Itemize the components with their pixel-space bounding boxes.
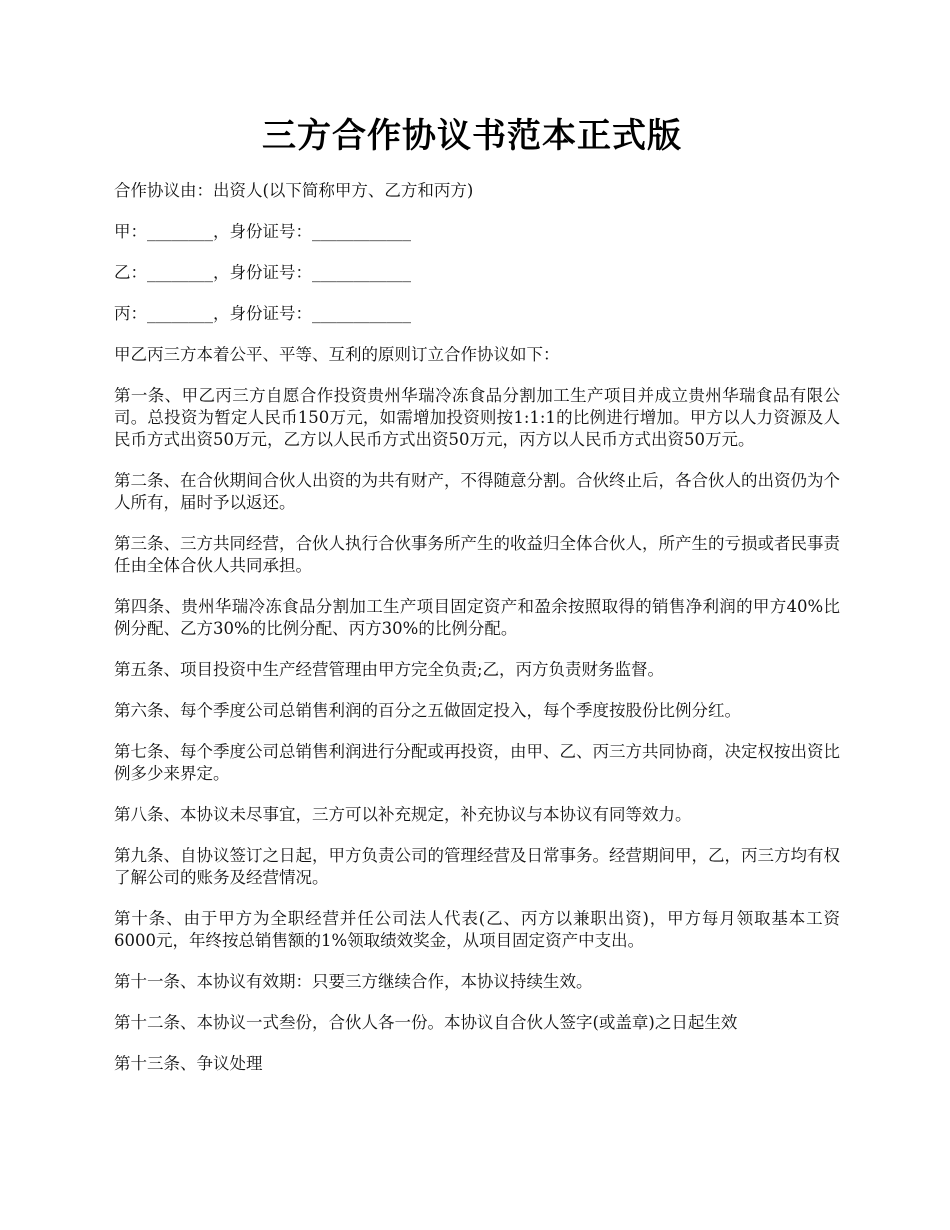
article-7: 第七条、每个季度公司总销售利润进行分配或再投资，由甲、乙、丙三方共同协商，决定权按出资比例多少来界定。 [114,742,840,783]
document-body [114,180,840,1075]
article-4: 第四条、贵州华瑞冷冻食品分割加工生产项目固定资产和盈余按照取得的销售净利润的甲方40%比例分配、乙方30%的比例分配、丙方30%的比例分配。 [114,597,840,638]
article-5: 第五条、项目投资中生产经营管理由甲方完全负责;乙，丙方负责财务监督。 [114,660,665,679]
article-6: 第六条、每个季度公司总销售利润的百分之五做固定投入，每个季度按股份比例分红。 [114,701,741,720]
article-13: 第十三条、争议处理 [114,1054,263,1073]
article-3: 第三条、三方共同经营，合伙人执行合伙事务所产生的收益归全体合伙人，所产生的亏损或者民事责任由全体合伙人共同承担。 [114,534,840,575]
article-10: 第十条、由于甲方为全职经营并任公司法人代表(乙、丙方以兼职出资)，甲方每月领取基本工资6000元，年终按总销售额的1%领取绩效奖金，从项目固定资产中支出。 [114,909,840,950]
principle-paragraph: 甲乙丙三方本着公平、平等、互利的原则订立合作协议如下： [114,345,560,364]
article-9: 第九条、自协议签订之日起，甲方负责公司的管理经营及日常事务。经营期间甲，乙，丙三方均有权了解公司的账务及经营情况。 [114,846,840,887]
party-b-line: 乙：________，身份证号：____________ [114,263,411,282]
article-11: 第十一条、本协议有效期：只要三方继续合作，本协议持续生效。 [114,972,593,991]
party-c-line: 丙：________，身份证号：____________ [114,304,411,323]
document-page [114,110,840,1094]
article-12: 第十二条、本协议一式叁份，合伙人各一份。本协议自合伙人签字(或盖章)之日起生效 [114,1013,738,1032]
document-title: 三方合作协议书范本正式版 [262,116,682,156]
article-2: 第二条、在合伙期间合伙人出资的为共有财产，不得随意分割。合伙终止后，各合伙人的出资仍为个人所有，届时予以返还。 [114,471,840,512]
article-1: 第一条、甲乙丙三方自愿合作投资贵州华瑞冷冻食品分割加工生产项目并成立贵州华瑞食品有限公司。总投资为暂定人民币150万元，如需增加投资则按1:1:1的比例进行增加。甲方以人力资源及人民币方式出资50万元，乙方以人民币方式出资50万元，丙方以人民币方式出资50万元。 [114,386,840,449]
article-8: 第八条、本协议未尽事宜，三方可以补充规定，补充协议与本协议有同等效力。 [114,805,692,824]
party-a-line: 甲：________，身份证号：____________ [114,222,411,241]
intro-paragraph: 合作协议由：出资人(以下简称甲方、乙方和丙方) [114,181,474,200]
